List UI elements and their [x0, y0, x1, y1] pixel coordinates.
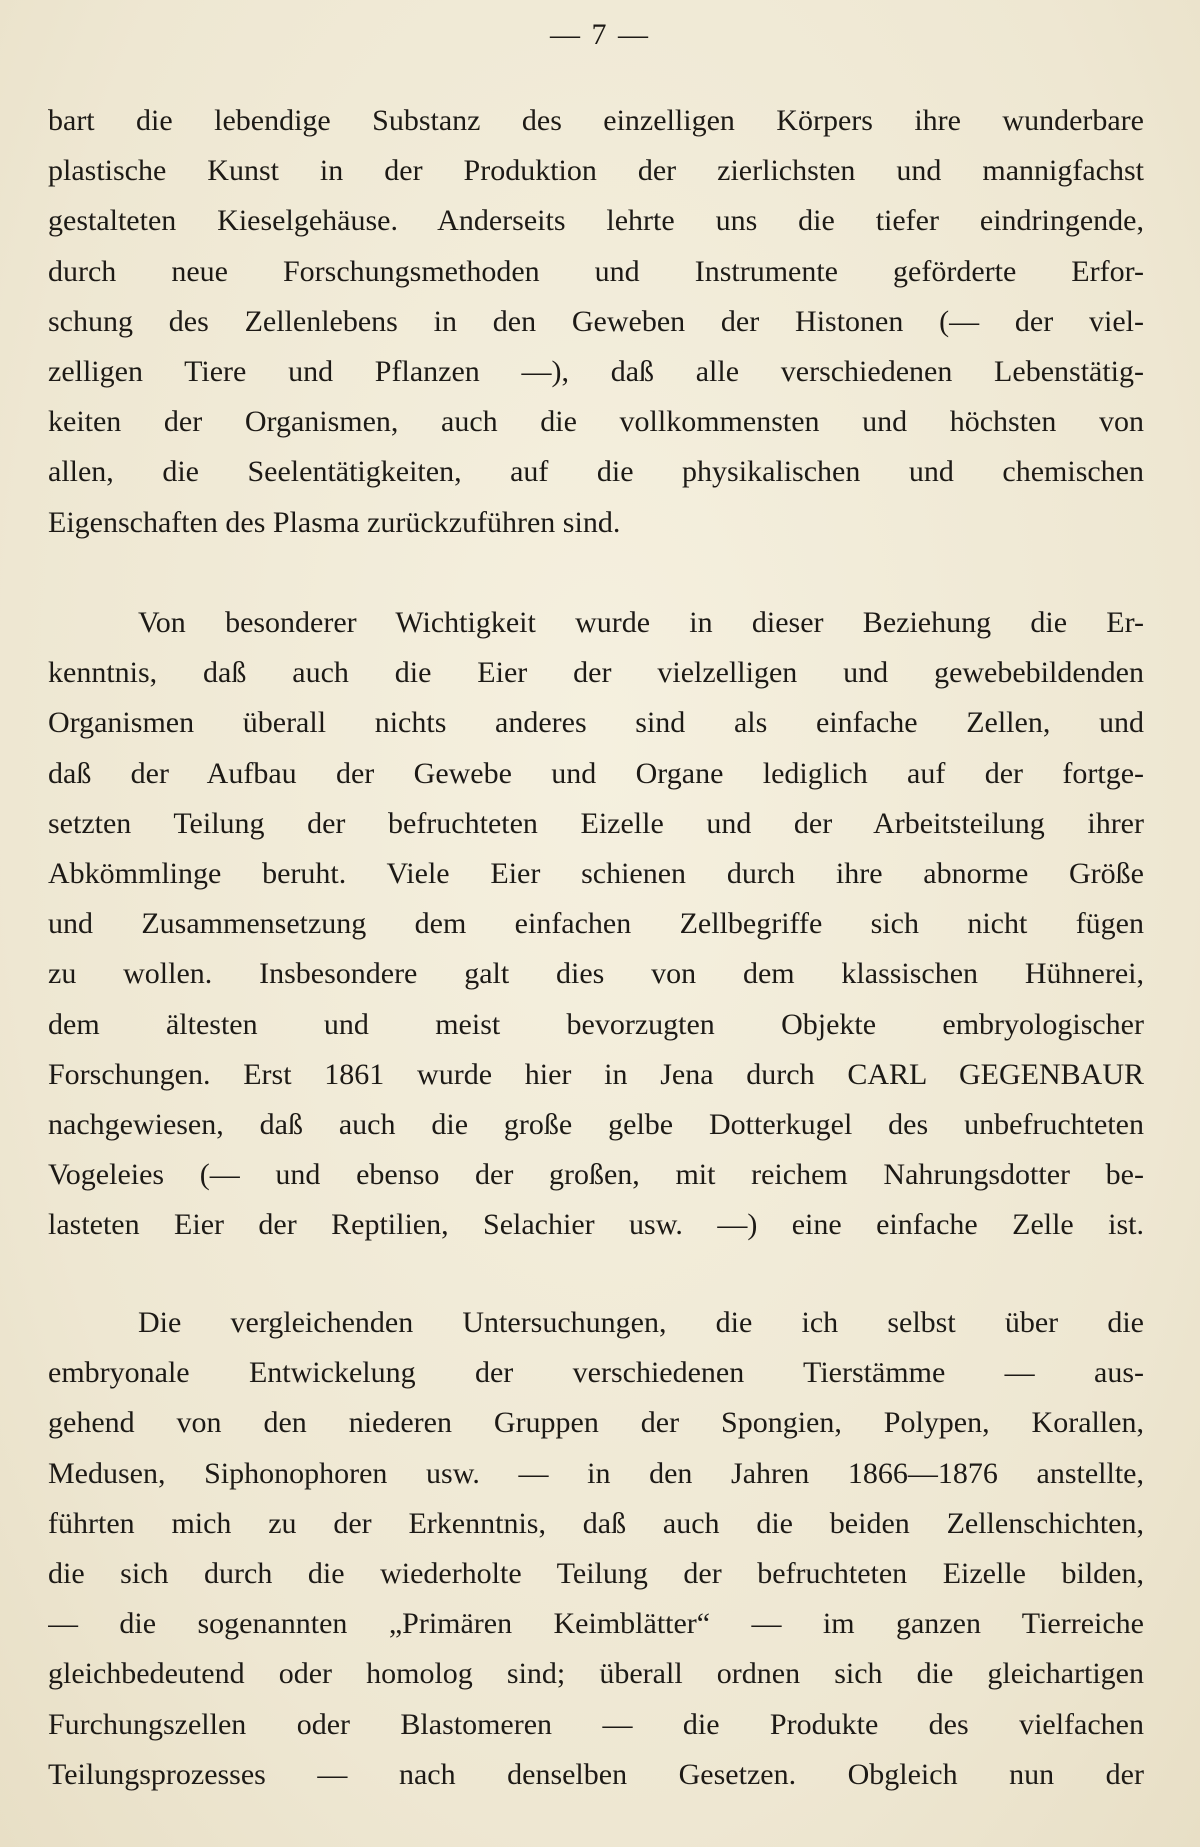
- text-line: dem ältesten und meist bevorzugten Objekte embryologischer: [48, 1007, 1144, 1041]
- text-line: gehend von den niederen Gruppen der Spongien, Polypen, Korallen,: [48, 1406, 1144, 1440]
- text-line: lasteten Eier der Reptilien, Selachier usw. —) eine einfache Zelle ist.: [48, 1208, 1144, 1242]
- text-line: Organismen überall nichts anderes sind als einfache Zellen, und: [48, 706, 1144, 740]
- text-line: daß der Aufbau der Gewebe und Organe lediglich auf der fortge-: [48, 756, 1144, 790]
- paragraph-1: [48, 96, 1144, 548]
- text-line: nachgewiesen, daß auch die große gelbe Dotterkugel des unbefruchteten: [48, 1108, 1144, 1142]
- text-line: die sich durch die wiederholte Teilung der befruchteten Eizelle bilden,: [48, 1557, 1144, 1591]
- text-line: führten mich zu der Erkenntnis, daß auch die beiden Zellenschichten,: [48, 1506, 1144, 1540]
- text-line: schung des Zellenlebens in den Geweben der Histonen (— der viel-: [48, 304, 1144, 338]
- text-line: gleichbedeutend oder homolog sind; überall ordnen sich die gleichartigen: [48, 1657, 1144, 1691]
- text-line: allen, die Seelentätigkeiten, auf die physikalischen und chemischen: [48, 455, 1144, 489]
- text-line: zu wollen. Insbesondere galt dies von dem klassischen Hühnerei,: [48, 957, 1144, 991]
- text-line: Medusen, Siphonophoren usw. — in den Jahren 1866—1876 anstellte,: [48, 1456, 1144, 1490]
- text-line: Vogeleies (— und ebenso der großen, mit reichem Nahrungsdotter be-: [48, 1158, 1144, 1192]
- text-line: — die sogenannten „Primären Keimblätter“ — im ganzen Tierreiche: [48, 1607, 1144, 1641]
- text-line: durch neue Forschungsmethoden und Instrumente geförderte Erfor-: [48, 254, 1144, 288]
- text-line: und Zusammensetzung dem einfachen Zellbegriffe sich nicht fügen: [48, 907, 1144, 941]
- text-line: bart die lebendige Substanz des einzelligen Körpers ihre wunderbare: [48, 104, 1144, 137]
- text-line: gestalteten Kieselgehäuse. Anderseits lehrte uns die tiefer eindringende,: [48, 204, 1144, 238]
- text-line: Eigenschaften des Plasma zurückzuführen sind.: [48, 505, 621, 539]
- text-line: kenntnis, daß auch die Eier der vielzelligen und gewebebildenden: [48, 656, 1144, 690]
- text-line: Von besonderer Wichtigkeit wurde in dieser Beziehung die Er-: [138, 606, 1144, 639]
- page-number: — 7 —: [550, 18, 650, 51]
- paragraph-3: [48, 1298, 1144, 1800]
- text-line: Furchungszellen oder Blastomeren — die Produkte des vielfachen: [48, 1707, 1144, 1741]
- paragraph-2: [48, 598, 1144, 1251]
- text-line: Abkömmlinge beruht. Viele Eier schienen durch ihre abnorme Größe: [48, 857, 1144, 891]
- text-line: keiten der Organismen, auch die vollkommensten und höchsten von: [48, 405, 1144, 439]
- text-line: plastische Kunst in der Produktion der zierlichsten und mannigfachst: [48, 154, 1144, 188]
- text-line: embryonale Entwickelung der verschiedenen Tierstämme — aus-: [48, 1356, 1144, 1390]
- text-line: Forschungen. Erst 1861 wurde hier in Jena durch CARL GEGENBAUR: [48, 1057, 1144, 1091]
- text-line: zelligen Tiere und Pflanzen —), daß alle verschiedenen Lebenstätig-: [48, 355, 1144, 389]
- text-line: Teilungsprozesses — nach denselben Gesetzen. Obgleich nun der: [48, 1757, 1144, 1791]
- text-line: setzten Teilung der befruchteten Eizelle und der Arbeitsteilung ihrer: [48, 806, 1144, 840]
- text-line: Die vergleichenden Untersuchungen, die ich selbst über die: [138, 1306, 1144, 1339]
